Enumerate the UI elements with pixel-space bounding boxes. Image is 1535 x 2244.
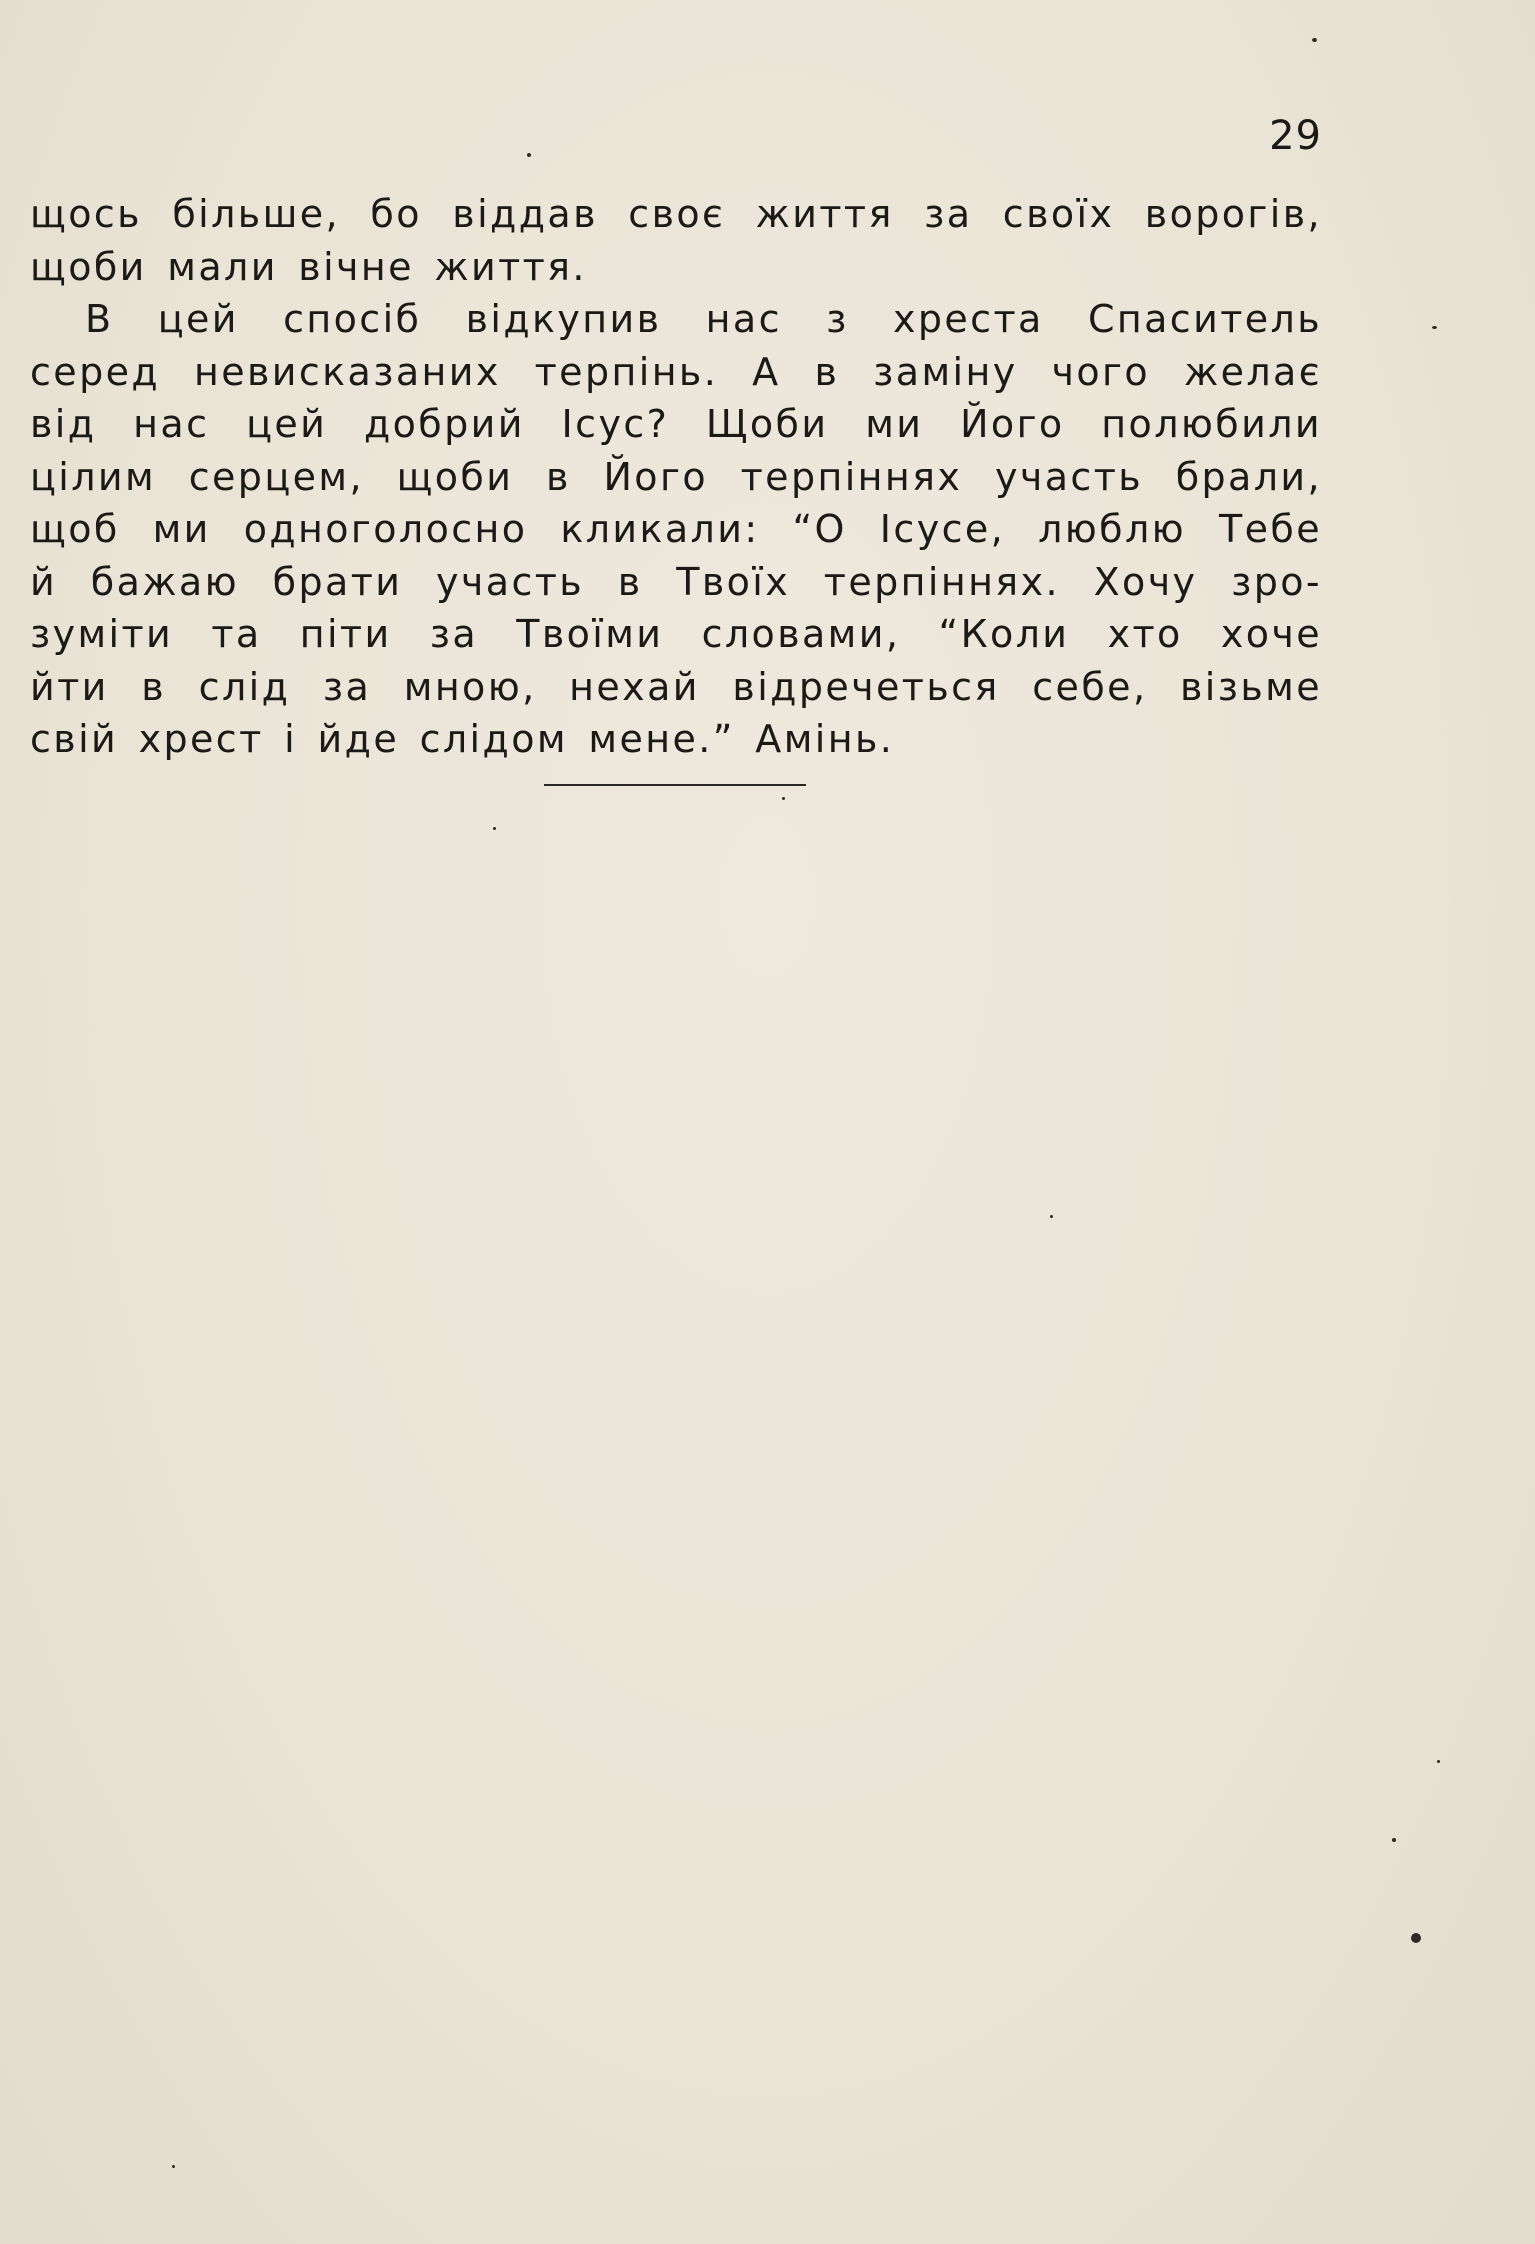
text-line: свій хрест і йде слідом мене.” Амінь. — [30, 717, 895, 761]
paper-speck — [1432, 326, 1437, 329]
page-number: 29 — [1269, 113, 1322, 159]
paper-speck — [782, 797, 785, 800]
paper-speck — [1312, 38, 1317, 42]
paper-speck — [172, 2165, 175, 2168]
text-line: йти в слід за мною, нехай відречеться себе, візьме — [30, 664, 1322, 709]
text-line: від нас цей добрий Ісус? Щоби ми Його полюбили — [30, 402, 1322, 446]
paper-speck — [1392, 1838, 1396, 1842]
body-text — [30, 188, 1322, 766]
text-line: й бажаю брати участь в Твоїх терпіннях. Хочу зро- — [30, 559, 1322, 604]
text-line: В цей спосіб відкупив нас з хреста Спаситель — [85, 297, 1322, 341]
paper-speck — [527, 153, 531, 157]
text-line: зуміти та піти за Твоїми словами, “Коли хто хоче — [30, 612, 1322, 656]
paper-speck — [1437, 1760, 1440, 1763]
paper-speck — [1411, 1933, 1421, 1943]
text-line: щоб ми одноголосно кликали: “О Ісусе, люблю Тебе — [30, 507, 1322, 551]
text-line: серед невисказаних терпінь. А в заміну чого желає — [30, 349, 1322, 394]
text-line: цілим серцем, щоби в Його терпіннях участь брали, — [30, 454, 1322, 499]
text-line: щось більше, бо віддав своє життя за своїх ворогів, — [30, 192, 1322, 236]
text-line: щоби мали вічне життя. — [30, 244, 587, 289]
section-divider — [544, 784, 806, 786]
paper-speck — [493, 827, 496, 830]
paper-speck — [1050, 1215, 1053, 1218]
